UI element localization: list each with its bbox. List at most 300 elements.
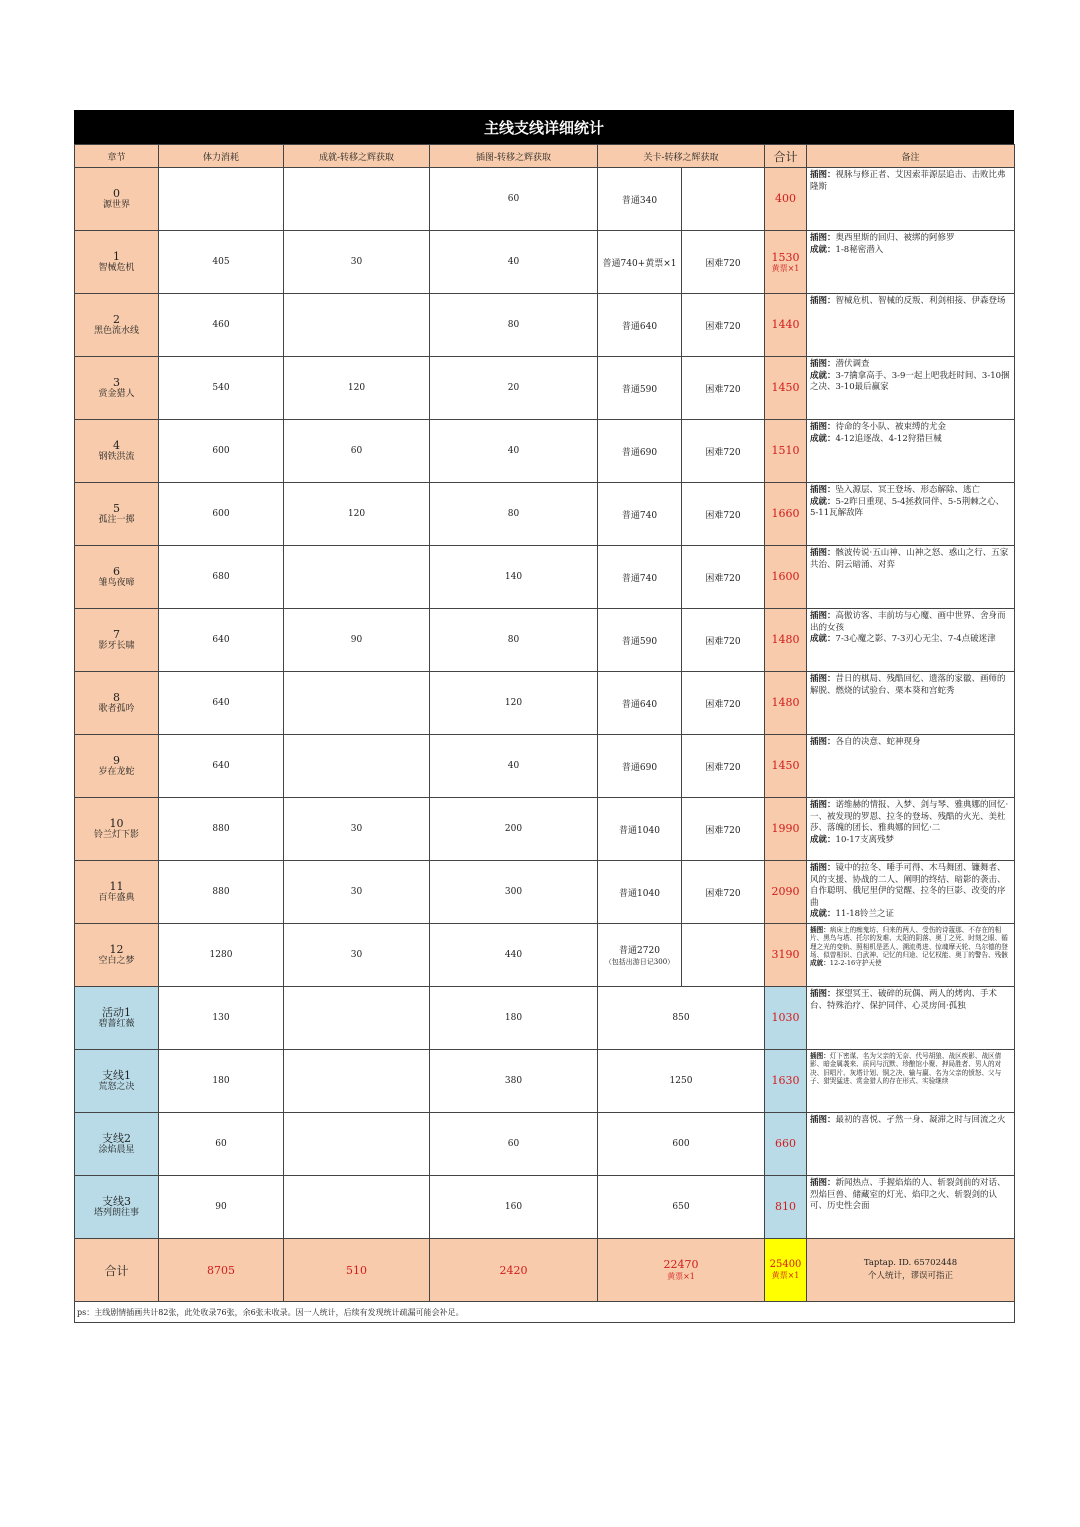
stamina-cell: 640 — [159, 735, 284, 798]
note-key: 插图： — [810, 926, 830, 934]
note-text: 11-18铃兰之证 — [835, 909, 895, 920]
stage-hard-cell: 困难720 — [682, 420, 765, 483]
note-line — [810, 359, 1011, 371]
summary-illustration: 2420 — [430, 1239, 598, 1302]
header-stage: 关卡-转移之辉获取 — [598, 145, 765, 168]
row-total-cell — [765, 294, 807, 357]
chapter-name: 百年盛典 — [98, 893, 135, 904]
stage-normal-value: 普通340 — [621, 195, 658, 206]
stage-hard-cell: 困难720 — [682, 483, 765, 546]
note-line — [810, 909, 1011, 921]
chapter-cell — [75, 357, 159, 420]
note-key: 插图： — [810, 233, 836, 243]
chapter-cell — [75, 924, 159, 987]
table-row — [75, 1113, 1015, 1176]
note-key: 成就： — [810, 959, 830, 968]
note-line — [810, 434, 1011, 446]
stage-normal-value: 普通2720 — [619, 946, 660, 956]
notes-cell — [807, 231, 1015, 294]
table-body — [75, 168, 1015, 1239]
stage-normal-cell — [598, 861, 682, 924]
note-text: 视脉与修正者、艾因索菲源层追击、击败比弗隆斯 — [810, 170, 1006, 192]
chapter-name: 钢铁洪流 — [98, 452, 135, 463]
stage-normal-cell — [598, 798, 682, 861]
achievement-cell — [284, 1176, 430, 1239]
stage-normal-value: 普通640 — [621, 321, 658, 332]
notes-cell — [807, 1113, 1015, 1176]
note-key: 插图： — [810, 863, 836, 873]
summary-stage-value: 22470 — [663, 1258, 699, 1271]
stamina-cell: 880 — [159, 861, 284, 924]
note-key: 插图： — [810, 1052, 830, 1060]
note-line — [810, 1052, 1011, 1085]
summary-row — [75, 1239, 1015, 1302]
notes-cell — [807, 1176, 1015, 1239]
stage-hard-cell: 困难720 — [682, 798, 765, 861]
stage-normal-value: 普通1040 — [619, 825, 660, 836]
chapter-name: 智械危机 — [98, 263, 135, 274]
chapter-number: 12 — [109, 942, 124, 956]
row-total-value: 810 — [775, 1200, 797, 1214]
note-line — [810, 1178, 1011, 1213]
note-line — [810, 1115, 1011, 1127]
note-text: 坠入源层、冥王登场、形态解除、逃亡 — [835, 485, 981, 495]
achievement-cell — [284, 987, 430, 1050]
stage-normal-cell — [598, 168, 682, 231]
notes-cell — [807, 798, 1015, 861]
chapter-name: 涂焰晨星 — [98, 1145, 135, 1156]
summary-stage-sub: 黄票×1 — [667, 1272, 695, 1281]
chapter-cell — [75, 672, 159, 735]
note-key: 插图： — [810, 800, 836, 810]
ps-note: ps：主线剧情插画共计82张，此处收录76张，余6张未收录。因一人统计，后续有发现统计疏漏可能会补足。 — [75, 1302, 1015, 1323]
row-total-value: 1990 — [771, 822, 800, 836]
note-key: 成就： — [810, 834, 836, 845]
table-row — [75, 735, 1015, 798]
grand-total-value: 25400 — [769, 1259, 802, 1270]
achievement-cell — [284, 294, 430, 357]
note-key: 成就： — [810, 496, 836, 507]
summary-achievement: 510 — [284, 1239, 430, 1302]
table-row — [75, 357, 1015, 420]
stamina-cell: 180 — [159, 1050, 284, 1113]
row-total-cell — [765, 609, 807, 672]
chapter-cell — [75, 1113, 159, 1176]
note-text: 探望冥王、破碎的玩偶、两人的烤肉、手术台、特殊治疗、保护同伴、心灵房间·孤独 — [810, 989, 998, 1011]
stage-hard-cell: 困难720 — [682, 546, 765, 609]
row-total-value: 1450 — [771, 381, 800, 395]
chapter-number: 7 — [113, 627, 120, 641]
row-total-cell — [765, 357, 807, 420]
note-key: 插图： — [810, 170, 836, 180]
note-text: 7-3心魔之影、7-3刃心无尘、7-4点破迷津 — [835, 634, 996, 645]
achievement-cell — [284, 1050, 430, 1113]
stage-hard-cell: 困难720 — [682, 231, 765, 294]
note-line — [810, 835, 1011, 847]
row-total-cell — [765, 483, 807, 546]
chapter-name: 岁在龙蛇 — [98, 767, 135, 778]
stage-hard-cell — [682, 924, 765, 987]
stage-normal-value: 普通640 — [621, 699, 658, 710]
note-line — [810, 170, 1011, 193]
header-total: 合计 — [765, 145, 807, 168]
note-key: 成就： — [810, 244, 836, 255]
table-row — [75, 420, 1015, 483]
note-text: 病床上的痴鬼坊、归来的两人、受伤的诗蔻那、不存在的相片、黑鸟与塔、托尔的发难、太阳的阴落、奥丁之死、时刻之眼、循理之光的变轨、照相机是恶人、溯流勇进、惊魂摩天轮、乌尔德的登场、似曾相识、白武神、记忆的归途、记忆权能、奥丁的警告、残骸 — [810, 926, 1008, 960]
table-row — [75, 294, 1015, 357]
table-row — [75, 987, 1015, 1050]
stamina-cell — [159, 168, 284, 231]
note-text: 镜中的拉冬、唾手可得、木马舞团、镰舞者、风的支援、协战的二人、阐明的终结、暗影的袭击、自作聪明、俄尼里伊的觉醒、拉冬的巨影、改变的序曲 — [810, 863, 1006, 908]
stage-normal-value: 普通740 — [621, 573, 658, 584]
achievement-cell: 60 — [284, 420, 430, 483]
chapter-cell — [75, 483, 159, 546]
note-text: 各自的决意、蛇神现身 — [835, 737, 921, 747]
row-total-value: 3190 — [771, 948, 800, 962]
stage-normal-value: 普通690 — [621, 762, 658, 773]
row-total-value: 400 — [775, 192, 797, 206]
row-total-cell — [765, 546, 807, 609]
stage-normal-cell — [598, 609, 682, 672]
note-text: 新闻热点、手握焰焰的人、斩裂剑前的对话、烈焰巨兽、储藏室的灯光、焰印之火、斩裂剑的认可、历史性会面 — [810, 1178, 1006, 1212]
row-total-value: 1480 — [771, 633, 800, 647]
chapter-cell — [75, 546, 159, 609]
illustration-cell: 40 — [430, 420, 598, 483]
chapter-cell — [75, 420, 159, 483]
credit-note: 个人统计，谬误可指正 — [868, 1271, 954, 1281]
chapter-name: 影牙长啸 — [98, 641, 135, 652]
note-key: 插图： — [810, 422, 836, 432]
illustration-cell: 140 — [430, 546, 598, 609]
illustration-cell: 300 — [430, 861, 598, 924]
note-line — [810, 926, 1011, 959]
achievement-cell: 30 — [284, 924, 430, 987]
stamina-cell: 405 — [159, 231, 284, 294]
chapter-number: 8 — [113, 690, 120, 704]
stage-normal-cell — [598, 420, 682, 483]
stamina-cell: 600 — [159, 483, 284, 546]
achievement-cell — [284, 546, 430, 609]
row-total-cell — [765, 1176, 807, 1239]
table-row — [75, 924, 1015, 987]
stamina-cell: 640 — [159, 672, 284, 735]
stamina-cell: 640 — [159, 609, 284, 672]
stamina-cell: 90 — [159, 1176, 284, 1239]
note-line — [810, 800, 1011, 835]
stage-hard-cell — [682, 168, 765, 231]
stage-hard-cell: 困难720 — [682, 294, 765, 357]
stamina-cell: 540 — [159, 357, 284, 420]
summary-stage — [598, 1239, 765, 1302]
note-text: 3-7擒拿高手、3-9一起上吧我赶时间、3-10捆之决、3-10最后赢家 — [810, 370, 1010, 393]
chapter-number: 5 — [113, 501, 120, 515]
note-key: 插图： — [810, 989, 836, 999]
table-row — [75, 546, 1015, 609]
row-total-cell — [765, 735, 807, 798]
note-text: 潜伏调查 — [835, 359, 870, 369]
note-text: 高傲访客、丰前坊与心魔、画中世界、舍身而出的女孩 — [810, 611, 1006, 633]
stamina-cell: 60 — [159, 1113, 284, 1176]
row-total-cell — [765, 798, 807, 861]
notes-cell — [807, 609, 1015, 672]
note-key: 成就： — [810, 433, 836, 444]
row-total-value: 2090 — [771, 885, 800, 899]
header-achievement: 成就-转移之辉获取 — [284, 145, 430, 168]
notes-cell — [807, 357, 1015, 420]
stage-normal-cell — [598, 546, 682, 609]
note-key: 插图： — [810, 674, 836, 684]
notes-cell — [807, 672, 1015, 735]
note-text: 灯下密谋、名为父亲的无奈、代号胡狼、战区疾影、战区倩影、暗金属袭来、质问与沉默、珍酿馆小聚、押局胜者、男人的对决、旧唱片、灰塔计划、铜之决、输与赢、名为父亲的愤怒、父与子、猎哭猛进、赏金猎人的存在形式、实验继续 — [810, 1052, 1002, 1086]
row-total-cell — [765, 987, 807, 1050]
table-row — [75, 672, 1015, 735]
row-total-value: 1030 — [771, 1011, 800, 1025]
stage-hard-cell: 困难720 — [682, 609, 765, 672]
note-text: 最初的喜悦、孑然一身、凝滞之时与回流之火 — [835, 1115, 1006, 1125]
stamina-cell: 460 — [159, 294, 284, 357]
note-key: 插图： — [810, 485, 836, 495]
credit-id: Taptap. ID. 65702448 — [863, 1258, 958, 1269]
note-text: 诺维赫的情报、入梦、剑与琴、雅典娜的回忆·一、被发现的罗恩、拉冬的登场、残酷的火光、美杜莎、落魄的团长、雅典娜的回忆·二 — [810, 800, 1009, 834]
row-total-cell — [765, 924, 807, 987]
note-key: 插图： — [810, 737, 836, 747]
illustration-cell: 440 — [430, 924, 598, 987]
chapter-cell — [75, 987, 159, 1050]
stamina-cell: 880 — [159, 798, 284, 861]
note-line — [810, 989, 1011, 1012]
note-text: 智械危机、智械的反叛、利剑相接、伊森登场 — [835, 296, 1006, 306]
stage-normal-cell — [598, 294, 682, 357]
stage-normal-value: 普通740+黄票×1 — [602, 258, 677, 269]
stage-normal-cell — [598, 672, 682, 735]
note-line — [810, 233, 1011, 245]
achievement-cell: 120 — [284, 357, 430, 420]
note-key: 插图： — [810, 611, 836, 621]
note-text: 5-2昨日重现、5-4拯救同伴、5-5荆棘之心、5-11瓦解敌阵 — [810, 496, 1005, 519]
row-total-sub: 黄票×1 — [771, 263, 800, 273]
note-text: 骸波传说·五山神、山神之怒、惑山之行、五家共治、阴云暗涌、对弈 — [810, 548, 1009, 570]
illustration-cell: 60 — [430, 168, 598, 231]
chapter-name: 源世界 — [102, 200, 130, 211]
chapter-cell — [75, 1176, 159, 1239]
stage-normal-value: 普通590 — [621, 636, 658, 647]
notes-cell — [807, 987, 1015, 1050]
illustration-cell: 120 — [430, 672, 598, 735]
chapter-cell — [75, 798, 159, 861]
row-total-value: 1600 — [771, 570, 800, 584]
stamina-cell: 130 — [159, 987, 284, 1050]
note-line — [810, 548, 1011, 571]
chapter-name: 歌者孤吟 — [98, 704, 135, 715]
row-total-value: 1480 — [771, 696, 800, 710]
chapter-name: 赏金猎人 — [98, 389, 135, 400]
stage-cell: 1250 — [598, 1050, 765, 1113]
illustration-cell: 20 — [430, 357, 598, 420]
illustration-cell: 80 — [430, 294, 598, 357]
row-total-value: 1450 — [771, 759, 800, 773]
stage-hard-cell: 困难720 — [682, 735, 765, 798]
stats-sheet — [74, 110, 1014, 1323]
note-key: 插图： — [810, 1115, 836, 1125]
chapter-number: 6 — [113, 564, 120, 578]
chapter-cell — [75, 231, 159, 294]
illustration-cell: 40 — [430, 231, 598, 294]
stage-hard-cell: 困难720 — [682, 357, 765, 420]
chapter-number: 9 — [113, 753, 120, 767]
chapter-name: 塔列朗往事 — [93, 1208, 139, 1219]
table-row — [75, 861, 1015, 924]
chapter-number: 活动1 — [102, 1005, 131, 1019]
stage-normal-sub: （包括出游日记300） — [604, 958, 675, 966]
stage-hard-cell: 困难720 — [682, 672, 765, 735]
note-key: 插图： — [810, 359, 836, 369]
summary-credit — [807, 1239, 1015, 1302]
stage-cell: 850 — [598, 987, 765, 1050]
note-line — [810, 611, 1011, 634]
notes-cell — [807, 483, 1015, 546]
note-line — [810, 737, 1011, 749]
chapter-name: 铃兰灯下影 — [93, 830, 139, 841]
illustration-cell: 80 — [430, 483, 598, 546]
achievement-cell: 30 — [284, 231, 430, 294]
notes-cell — [807, 168, 1015, 231]
stage-normal-cell — [598, 231, 682, 294]
illustration-cell: 80 — [430, 609, 598, 672]
summary-label: 合计 — [75, 1239, 159, 1302]
chapter-cell — [75, 609, 159, 672]
table-row — [75, 609, 1015, 672]
chapter-number: 支线1 — [102, 1068, 131, 1082]
chapter-number: 支线2 — [102, 1131, 131, 1145]
notes-cell — [807, 546, 1015, 609]
note-key: 插图： — [810, 296, 836, 306]
row-total-value: 660 — [775, 1137, 797, 1151]
stage-normal-cell — [598, 735, 682, 798]
row-total-cell — [765, 672, 807, 735]
chapter-number: 2 — [113, 312, 120, 326]
ps-row — [75, 1302, 1015, 1323]
note-line — [810, 422, 1011, 434]
illustration-cell: 180 — [430, 987, 598, 1050]
note-line — [810, 959, 1011, 967]
note-key: 插图： — [810, 1178, 836, 1188]
row-total-value: 1530 — [771, 250, 800, 264]
note-text: 奥西里斯的回归、被绑的阿修罗 — [835, 233, 955, 243]
achievement-cell — [284, 168, 430, 231]
chapter-number: 支线3 — [102, 1194, 131, 1208]
notes-cell — [807, 861, 1015, 924]
note-key: 成就： — [810, 370, 836, 381]
note-text: 1-8秘密潜入 — [835, 244, 884, 255]
note-text: 待命的冬小队、被束缚的尤金 — [835, 422, 947, 432]
table-row — [75, 798, 1015, 861]
header-stamina: 体力消耗 — [159, 145, 284, 168]
note-text: 4-12追逐战、4-12狩猎巨械 — [835, 433, 942, 444]
note-line — [810, 485, 1011, 497]
chapter-name: 空白之梦 — [98, 956, 135, 967]
header-illustration: 插图-转移之辉获取 — [430, 145, 598, 168]
chapter-cell — [75, 294, 159, 357]
note-text: 12-2-16守护天使 — [829, 959, 882, 968]
row-total-cell — [765, 231, 807, 294]
chapter-number: 4 — [113, 438, 120, 452]
table-row — [75, 1050, 1015, 1113]
note-line — [810, 296, 1011, 308]
chapter-number: 1 — [113, 249, 120, 263]
row-total-value: 1630 — [771, 1074, 800, 1088]
stage-cell: 650 — [598, 1176, 765, 1239]
achievement-cell: 30 — [284, 861, 430, 924]
illustration-cell: 160 — [430, 1176, 598, 1239]
stats-table — [74, 144, 1015, 1323]
row-total-cell — [765, 1113, 807, 1176]
illustration-cell: 380 — [430, 1050, 598, 1113]
row-total-cell — [765, 168, 807, 231]
note-line — [810, 245, 1011, 257]
note-key: 成就： — [810, 909, 836, 920]
chapter-name: 碧蔷红薇 — [98, 1019, 135, 1030]
note-line — [810, 371, 1011, 394]
stamina-cell: 1280 — [159, 924, 284, 987]
row-total-value: 1660 — [771, 507, 800, 521]
illustration-cell: 200 — [430, 798, 598, 861]
achievement-cell: 90 — [284, 609, 430, 672]
stamina-cell: 600 — [159, 420, 284, 483]
sheet-title: 主线支线详细统计 — [74, 110, 1014, 144]
illustration-cell: 40 — [430, 735, 598, 798]
achievement-cell — [284, 672, 430, 735]
note-key: 插图： — [810, 548, 836, 558]
note-text: 昔日的棋局、残酷回忆、遗落的家徽、画师的解脱、燃烧的试验台、栗本葵和宫蛇秀 — [810, 674, 1006, 696]
achievement-cell: 120 — [284, 483, 430, 546]
header-chapter: 章节 — [75, 145, 159, 168]
note-key: 成就： — [810, 634, 836, 645]
row-total-value: 1510 — [771, 444, 800, 458]
table-row — [75, 483, 1015, 546]
chapter-cell — [75, 1050, 159, 1113]
chapter-cell — [75, 735, 159, 798]
chapter-cell — [75, 168, 159, 231]
achievement-cell — [284, 735, 430, 798]
stage-cell: 600 — [598, 1113, 765, 1176]
stage-normal-value: 普通690 — [621, 447, 658, 458]
chapter-name: 黑色流水线 — [93, 326, 139, 337]
stage-normal-value: 普通1040 — [619, 888, 660, 899]
row-total-cell — [765, 420, 807, 483]
grand-total-sub: 黄票×1 — [771, 1271, 800, 1280]
row-total-value: 1440 — [771, 318, 800, 332]
stage-normal-cell — [598, 483, 682, 546]
chapter-number: 10 — [109, 816, 124, 830]
note-text: 10-17支离残梦 — [835, 834, 895, 845]
table-row — [75, 231, 1015, 294]
notes-cell — [807, 294, 1015, 357]
stage-normal-cell — [598, 357, 682, 420]
illustration-cell: 60 — [430, 1113, 598, 1176]
note-line — [810, 674, 1011, 697]
chapter-name: 荒怒之决 — [98, 1082, 135, 1093]
stage-normal-value: 普通590 — [621, 384, 658, 395]
achievement-cell — [284, 1113, 430, 1176]
chapter-name: 孤注一掷 — [98, 515, 135, 526]
notes-cell — [807, 420, 1015, 483]
note-line — [810, 863, 1011, 909]
row-total-cell — [765, 1050, 807, 1113]
notes-cell — [807, 735, 1015, 798]
table-row — [75, 168, 1015, 231]
header-row — [75, 145, 1015, 168]
summary-stamina: 8705 — [159, 1239, 284, 1302]
